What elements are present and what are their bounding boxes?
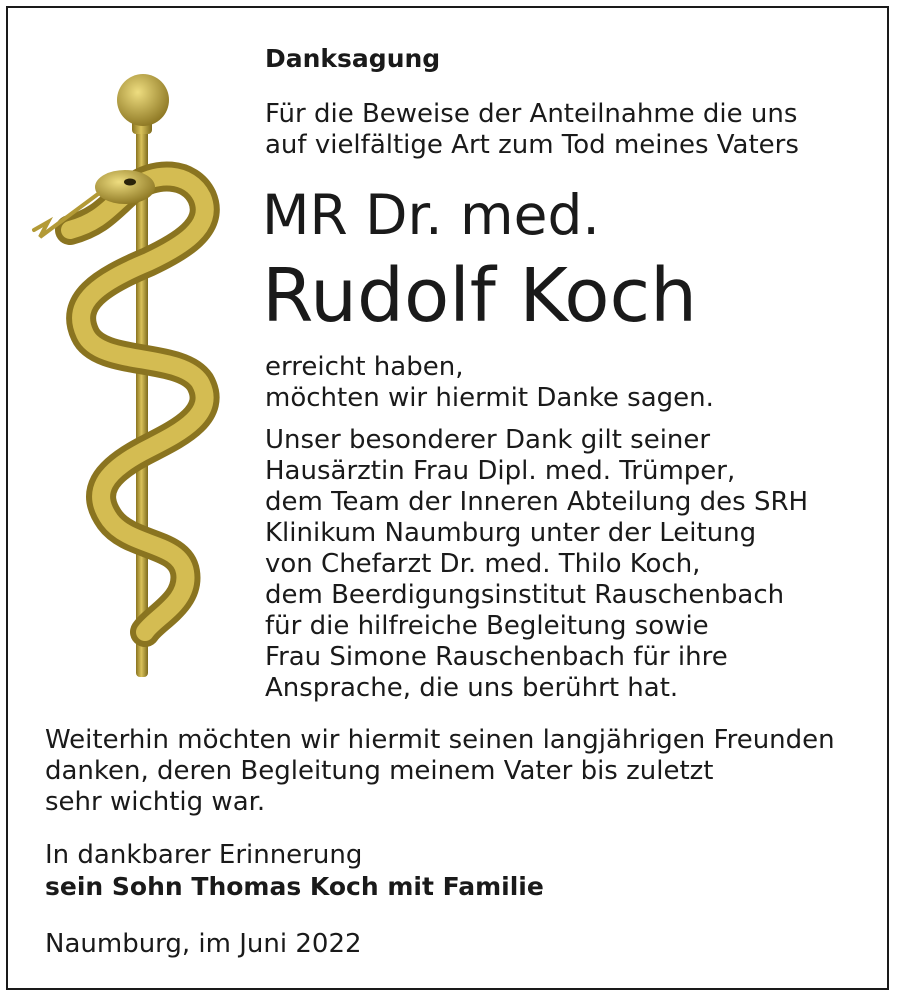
thanks-line: Unser besonderer Dank gilt seiner [265, 425, 711, 455]
thanks-line: dem Team der Inneren Abteilung des SRH [265, 487, 809, 517]
after-line: erreicht haben, [265, 352, 464, 382]
notice-heading: Danksagung [265, 44, 441, 73]
closing-line: In dankbarer Erinnerung [45, 840, 363, 870]
signature: sein Sohn Thomas Koch mit Familie [45, 872, 544, 901]
deceased-title: MR Dr. med. [262, 183, 600, 247]
thanks-line: Klinikum Naumburg unter der Leitung [265, 518, 757, 548]
thanks-line: Ansprache, die uns berührt hat. [265, 673, 679, 703]
special-thanks-text [265, 425, 808, 704]
further-line: danken, deren Begleitung meinem Vater bis zuletzt [45, 756, 714, 786]
after-name-text [265, 352, 714, 414]
further-line: Weiterhin möchten wir hiermit seinen langjährigen Freunden [45, 725, 835, 755]
further-thanks-text [45, 725, 835, 818]
intro-text [265, 99, 799, 161]
thanks-line: dem Beerdigungsinstitut Rauschenbach [265, 580, 785, 610]
thanks-line: für die hilfreiche Begleitung sowie [265, 611, 709, 641]
deceased-name: Rudolf Koch [262, 253, 698, 339]
thanks-line: Hausärztin Frau Dipl. med. Trümper, [265, 456, 736, 486]
thanks-line: von Chefarzt Dr. med. Thilo Koch, [265, 549, 701, 579]
rod-of-asclepius-icon [30, 72, 240, 687]
further-line: sehr wichtig war. [45, 787, 266, 817]
place-date: Naumburg, im Juni 2022 [45, 929, 362, 959]
intro-line: Für die Beweise der Anteilnahme die uns [265, 99, 798, 129]
after-line: möchten wir hiermit Danke sagen. [265, 383, 714, 413]
thanks-line: Frau Simone Rauschenbach für ihre [265, 642, 728, 672]
intro-line: auf vielfältige Art zum Tod meines Vaters [265, 130, 799, 160]
